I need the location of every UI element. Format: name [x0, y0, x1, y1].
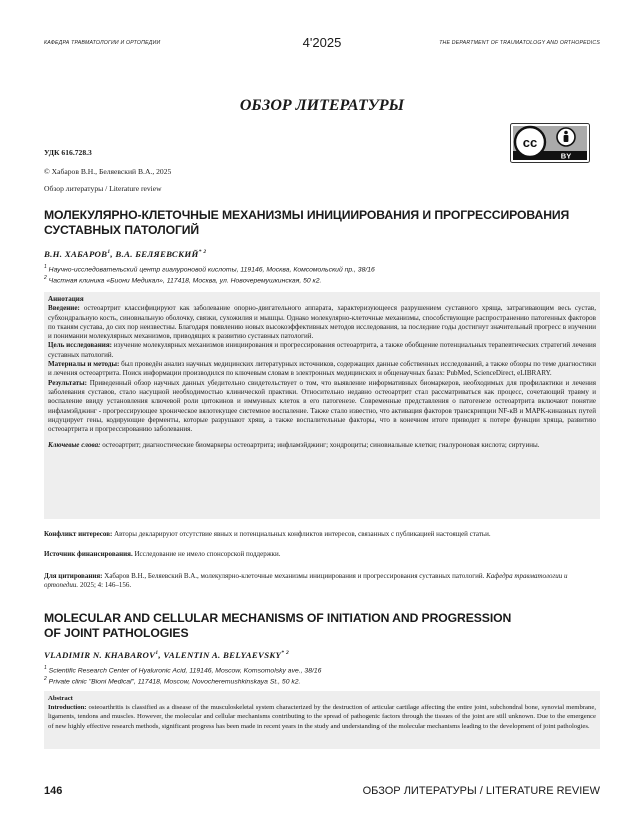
aff2-en-sup: 2 [44, 676, 47, 682]
cc-logo-text: cc [522, 135, 538, 150]
aff1-ru-text: Научно-исследовательский центр гиалуроновой кислоты, 119146, Москва, Комсомольский пр., 38/16 [48, 266, 375, 274]
issue-number: 4'2025 [302, 35, 342, 50]
authors-ru: В.Н. ХАБАРОВ$^1$, В.А. БЕЛЯЕВСКИЙ$^{* 2}$ [44, 249, 207, 259]
aff2-en-text: Private clinic "Bioni Medical", 117418, Moscow, Novocheremushkinskaya St., 50 k2. [48, 678, 301, 686]
abstract-ru-introduction: Введение: остеоартрит классифицируют как заболевание опорно-двигательного аппарата, характеризующееся разрушением суставного хряща, затрагивающим весь сустав, субхондральную кость, синовиальную оболочку, связки, сухожилия и мышцы. Однако молекулярно-клеточные механизмы, способствующие распространению патогенных факторов по тканям сустава, до сих пор неизвестны. Благодаря появлению новых высокоэффективных методов исследования, за последние годы достигнут значительный прогресс в изучении и понимании молекулярных механизмов, приводящих к развитию суставных патологий. [48, 304, 596, 341]
aff2-ru-sup: 2 [44, 275, 47, 281]
running-header-right: THE DEPARTMENT OF TRAUMATOLOGY AND ORTHOPEDICS [439, 40, 600, 46]
aff1-ru-sup: 1 [44, 264, 47, 270]
abstract-ru-methods: Материалы и методы: был проведён анализ научных медицинских литературных источников, содержащих данные собственных исследований, а также обзоры по теме диагностики и лечения остеоартрита. Поиск информации производился по ключевым словам в электронных медицинских и общенаучных базах: PubMed, ScienceDirect, eLIBRARY. [48, 360, 597, 378]
abstract-en-heading: Abstract [48, 695, 73, 702]
abstract-ru-aim: Цель исследования: изучение молекулярных механизмов инициирования и прогрессирования остеоартрита, а также обобщение потенциальных терапевтических стратегий лечения суставных патологий. [48, 341, 596, 359]
conflict-of-interest: Конфликт интересов: Авторы декларируют отсутствие явных и потенциальных конфликтов интересов, связанных с публикацией настоящей статьи. [44, 530, 491, 538]
article-type: Обзор литературы / Literature review [44, 184, 162, 193]
title-ru-line2: СУСТАВНЫХ ПАТОЛОГИЙ [44, 223, 200, 237]
page-number: 146 [44, 785, 63, 797]
article-title-ru [44, 208, 604, 238]
author2-ru: В.А. БЕЛЯЕВСКИЙ [115, 249, 199, 259]
abstract-ru-results: Результаты: Приведенный обзор научных данных убедительно свидетельствует о том, что выявление информативных биомаркеров, необходимых для профилактики и лечения заболевания суставов, стало насущной необходимостью клинической практики. Относительно недавно остеоартрит стал рассматриваться как процесс, сочетающий травму и воспаление ввиду установления ключевой роли цитокинов и иммунных клеток в его патогенезе. Современные представления о патогенезе остеоартрита включают понятие инфламэйджинг - прогрессирующее хроническое вялотекущее системное воспаление. Также стало известно, что активация факторов транскрипции NF-кB и MAPK-киназных путей индуцирует гены, кодирующие ферменты, которые разрушают хрящ, а также воспалительные факторы, что в конечном итоге приводит к потере функции хряща, развитию остеоартрита и прогрессированию заболевания. [48, 378, 597, 434]
keywords-ru: Ключевые слова: остеоартрит; диагностические биомаркеры остеоартрита; инфламэйджинг; хондроциты; синовиальные клетки; гиалуроновая кислота; сиртуины. [48, 441, 540, 450]
author1-ru-sup: 1 [107, 249, 111, 256]
abstract-en-introduction: Introduction: osteoarthritis is classified as a disease of the musculoskeletal system characterized by the destruction of articular cartilage affecting the entire joint, subchondral bone, synovial membrane, ligaments, tendons and muscles. However, the molecular and cellular mechanisms contributing to the spread of pathogenic factors through the tissues of the joint are still unknown. Due to the emergence of new highly effective research methods, significant progress has been made in recent years in the study and understanding of the molecular mechanisms leading to the development of joint pathologies. [48, 704, 597, 730]
authors-en: VLADIMIR N. KHABAROV$^1$, VALENTIN A. BELYAEVSKY$^{* 2}$ [44, 650, 290, 660]
citation-journal: Кафедра травматологии и ортопедии. [44, 572, 568, 590]
udc-code: УДК 616.728.3 [44, 148, 92, 157]
affiliation2-ru [44, 275, 321, 284]
aff1-en-text: Scientific Research Center of Hyaluronic Acid, 119146, Moscow, Komsomolsky ave., 38/16 [48, 667, 322, 675]
affiliation1-en [44, 665, 321, 674]
author1-ru: В.Н. ХАБАРОВ [44, 249, 108, 259]
title-ru-line1: МОЛЕКУЛЯРНО-КЛЕТОЧНЫЕ МЕХАНИЗМЫ ИНИЦИИРОВАНИЯ И ПРОГРЕССИРОВАНИЯ [44, 208, 570, 222]
title-en-line2: OF JOINT PATHOLOGIES [44, 626, 189, 640]
section-title: ОБЗОР ЛИТЕРАТУРЫ [239, 97, 405, 114]
author2-ru-sup: * 2 [198, 249, 207, 256]
copyright: © Хабаров В.Н., Беляевский В.А., 2025 [44, 167, 172, 176]
by-label: BY [560, 151, 572, 161]
author2-en: VALENTIN A. BELYAEVSKY [163, 650, 282, 660]
cc-by-license-icon[interactable] [510, 123, 590, 163]
article-title-en [44, 611, 604, 641]
aff1-en-sup: 1 [44, 665, 47, 671]
footer-section: ОБЗОР ЛИТЕРАТУРЫ / LITERATURE REVIEW [362, 785, 600, 797]
author1-en: VLADIMIR N. KHABAROV [44, 650, 156, 660]
citation: Для цитирования: Хабаров В.Н., Беляевский В.А., молекулярно-клеточные механизмы инициирования и прогрессирования суставных патологий. Кафедра травматологии и ортопедии. 2025; 4: 146–156. [44, 572, 568, 590]
running-header-left: КАФЕДРА ТРАВМАТОЛОГИИ И ОРТОПЕДИИ [44, 40, 161, 46]
funding-source: Источник финансирования. Исследование не имело спонсорской поддержки. [44, 550, 281, 558]
abstract-ru-box [44, 292, 600, 519]
author1-en-sup: 1 [155, 650, 159, 657]
abstract-ru-heading: Аннотация [48, 295, 84, 303]
affiliation2-en [44, 676, 300, 685]
author2-en-sup: * 2 [281, 650, 290, 657]
title-en-line1: MOLECULAR AND CELLULAR MECHANISMS OF INITIATION AND PROGRESSION [44, 611, 512, 625]
aff2-ru-text: Частная клиника «Биони Медикал», 117418, Москва, ул. Новочеремушкинская, 50 к2. [48, 277, 322, 285]
affiliation1-ru [44, 264, 375, 273]
abstract-en-box [44, 691, 600, 749]
